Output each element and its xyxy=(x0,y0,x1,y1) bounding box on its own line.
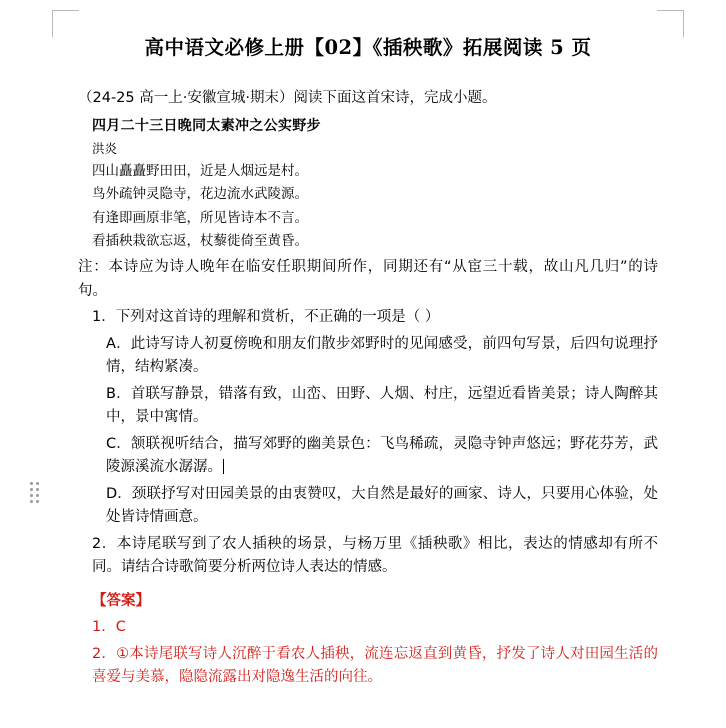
document-body xyxy=(78,22,658,693)
question-1-stem: 1．下列对这首诗的理解和赏析，不正确的一项是（ ） xyxy=(92,309,440,326)
question-1-option-b: B．首联写静景，错落有致，山峦、田野、人烟、村庄，远望近看皆美景；诗人陶醉其中，景中寓情。 xyxy=(106,385,658,426)
poem-line: 有逢即画原非笔，所见皆诗本不言。 xyxy=(92,209,308,226)
source-line: （24-25 高一上·安徽宣城·期末）阅读下面这首宋诗，完成小题。 xyxy=(78,90,497,107)
answer-heading: 【答案】 xyxy=(92,592,150,609)
poem-note: 注：本诗应为诗人晚年在临安任职期间所作，同期还有“从宦三十载，故山凡几归”的诗句。 xyxy=(78,259,658,299)
poem-title: 四月二十三日晚同太素冲之公实野步 xyxy=(92,117,321,134)
poem-author: 洪炎 xyxy=(92,140,118,156)
poem-line: 四山矗矗野田田，近是人烟远是村。 xyxy=(92,162,308,179)
crop-mark-top-left xyxy=(52,10,79,37)
crop-mark-top-right xyxy=(657,10,684,37)
question-1-option-c-text: C．颔联视听结合，描写郊野的幽美景色：飞鸟稀疏，灵隐寺钟声悠远；野花芬芳，武陵源溪流水潺潺。 xyxy=(106,435,658,476)
question-1-option-a: A．此诗写诗人初夏傍晚和朋友们散步郊野时的见闻感受，前四句写景，后四句说理抒情，结构紧凑。 xyxy=(106,335,658,376)
question-2-stem: 2．本诗尾联写到了农人插秧的场景，与杨万里《插秧歌》相比，表达的情感却有所不同。请结合诗歌简要分析两位诗人表达的情感。 xyxy=(92,535,658,576)
question-1-option-c xyxy=(78,433,658,480)
answer-2: 2．①本诗尾联写诗人沉醉于看农人插秧，流连忘返直到黄昏，抒发了诗人对田园生活的喜爱与美慕，隐隐流露出对隐逸生活的向往。 xyxy=(92,645,658,686)
question-1-option-d: D．颈联抒写对田园美景的由衷赞叹，大自然是最好的画家、诗人，只要用心体验，处处皆诗情画意。 xyxy=(106,485,658,526)
answer-1: 1．C xyxy=(92,619,126,636)
poem-line: 鸟外疏钟灵隐寺，花边流水武陵源。 xyxy=(92,186,308,203)
poem-line: 看插秧栽欲忘返，杖藜徙倚至黄昏。 xyxy=(92,233,308,249)
text-cursor xyxy=(223,459,224,474)
drag-handle[interactable] xyxy=(30,482,39,504)
page-title: 高中语文必修上册【02】《插秧歌》拓展阅读 5 页 xyxy=(144,36,592,59)
